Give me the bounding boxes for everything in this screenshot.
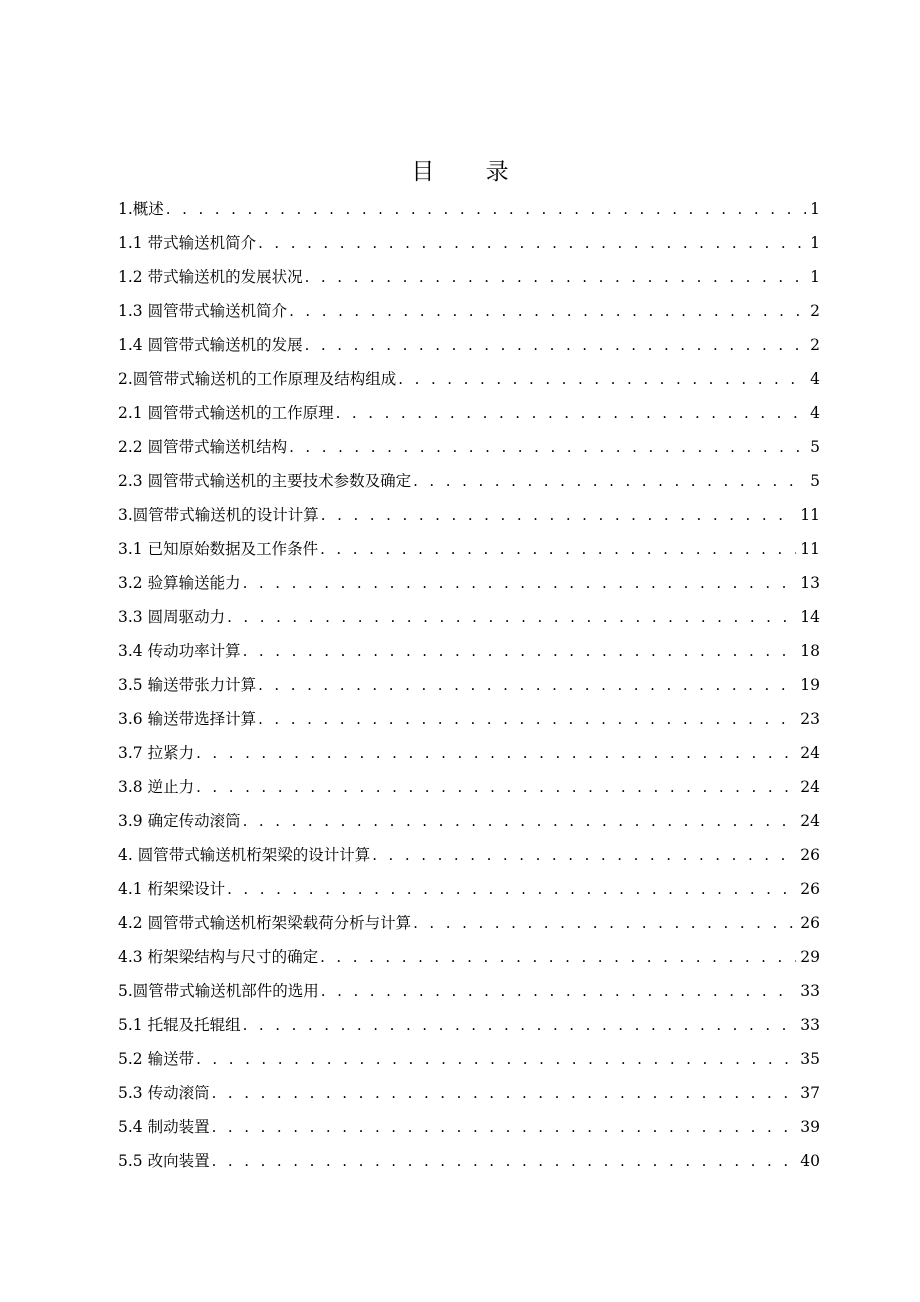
toc-entry-label: 2.圆管带式输送机的工作原理及结构组成 — [118, 370, 397, 388]
toc-entry[interactable] — [118, 226, 820, 260]
toc-entry-label: 4. 圆管带式输送机桁架梁的设计计算 — [118, 846, 371, 864]
toc-page-number: 5 — [810, 472, 820, 490]
toc-dot-leader — [243, 566, 797, 600]
toc-entry-label: 3.9 确定传动滚筒 — [118, 812, 241, 830]
toc-entry[interactable] — [118, 702, 820, 736]
toc-entry[interactable] — [118, 940, 820, 974]
toc-entry-label: 5.圆管带式输送机部件的选用 — [118, 982, 319, 1000]
toc-page-number: 26 — [800, 880, 820, 898]
toc-entry[interactable] — [118, 260, 820, 294]
toc-entry[interactable] — [118, 566, 820, 600]
toc-entry-label: 2.1 圆管带式输送机的工作原理 — [118, 404, 334, 422]
toc-page-number: 18 — [800, 642, 820, 660]
toc-entry-label: 5.5 改向装置 — [118, 1152, 210, 1170]
toc-entry[interactable] — [118, 1110, 820, 1144]
toc-page-number: 14 — [800, 608, 820, 626]
toc-page-number: 13 — [800, 574, 820, 592]
toc-dot-leader — [243, 634, 797, 668]
toc-entry-label: 3.1 已知原始数据及工作条件 — [118, 540, 319, 558]
toc-entry[interactable] — [118, 736, 820, 770]
toc-page-number: 33 — [800, 982, 820, 1000]
toc-page-number: 19 — [800, 676, 820, 694]
toc-page-number: 5 — [810, 438, 820, 456]
toc-entry-label: 1.概述 — [118, 200, 164, 218]
toc-dot-leader — [212, 1076, 797, 1110]
toc-entry[interactable] — [118, 498, 820, 532]
toc-page-number: 29 — [800, 948, 820, 966]
toc-dot-leader — [321, 498, 796, 532]
toc-entry[interactable] — [118, 770, 820, 804]
toc-entry[interactable] — [118, 328, 820, 362]
toc-dot-leader — [212, 1110, 797, 1144]
toc-dot-leader — [289, 294, 806, 328]
toc-page-number: 11 — [800, 540, 820, 558]
toc-entry-label: 3.6 输送带选择计算 — [118, 710, 257, 728]
toc-dot-leader — [336, 396, 807, 430]
toc-entry-label: 1.4 圆管带式输送机的发展 — [118, 336, 303, 354]
toc-entry[interactable] — [118, 294, 820, 328]
table-of-contents — [118, 192, 820, 1178]
toc-entry[interactable] — [118, 464, 820, 498]
toc-page-number: 1 — [810, 268, 820, 286]
toc-entry[interactable] — [118, 192, 820, 226]
toc-entry-label: 1.2 带式输送机的发展状况 — [118, 268, 303, 286]
toc-dot-leader — [258, 226, 806, 260]
page-title: 目 录 — [411, 159, 531, 185]
toc-entry-label: 4.1 桁架梁设计 — [118, 880, 226, 898]
toc-dot-leader — [321, 974, 796, 1008]
toc-page-number: 2 — [810, 336, 820, 354]
toc-dot-leader — [413, 464, 806, 498]
toc-entry-label: 3.7 拉紧力 — [118, 744, 195, 762]
toc-dot-leader — [305, 328, 807, 362]
toc-dot-leader — [243, 804, 797, 838]
toc-entry[interactable] — [118, 600, 820, 634]
toc-entry-label: 3.圆管带式输送机的设计计算 — [118, 506, 319, 524]
toc-dot-leader — [372, 838, 796, 872]
toc-entry-label: 5.4 制动装置 — [118, 1118, 210, 1136]
toc-dot-leader — [212, 1144, 797, 1178]
toc-dot-leader — [196, 736, 796, 770]
toc-page-number: 39 — [800, 1118, 820, 1136]
toc-page-number: 24 — [800, 744, 820, 762]
toc-entry[interactable] — [118, 1042, 820, 1076]
toc-entry[interactable] — [118, 1076, 820, 1110]
toc-page-number: 1 — [810, 234, 820, 252]
toc-entry-label: 3.4 传动功率计算 — [118, 642, 241, 660]
toc-dot-leader — [196, 770, 796, 804]
toc-dot-leader — [258, 668, 796, 702]
toc-entry-label: 5.2 输送带 — [118, 1050, 195, 1068]
toc-page-number: 2 — [810, 302, 820, 320]
toc-dot-leader — [398, 362, 806, 396]
toc-entry-label: 4.3 桁架梁结构与尺寸的确定 — [118, 948, 319, 966]
toc-entry-label: 5.1 托辊及托辊组 — [118, 1016, 241, 1034]
toc-entry-label: 1.1 带式输送机简介 — [118, 234, 257, 252]
toc-dot-leader — [258, 702, 796, 736]
toc-entry[interactable] — [118, 362, 820, 396]
toc-entry[interactable] — [118, 872, 820, 906]
toc-page-number: 24 — [800, 778, 820, 796]
toc-entry-label: 4.2 圆管带式输送机桁架梁载荷分析与计算 — [118, 914, 412, 932]
toc-entry[interactable] — [118, 838, 820, 872]
toc-dot-leader — [227, 872, 796, 906]
toc-entry-label: 2.3 圆管带式输送机的主要技术参数及确定 — [118, 472, 412, 490]
toc-entry[interactable] — [118, 532, 820, 566]
toc-page-number: 37 — [800, 1084, 820, 1102]
toc-entry[interactable] — [118, 1008, 820, 1042]
toc-page-number: 4 — [810, 404, 820, 422]
toc-page-number: 33 — [800, 1016, 820, 1034]
toc-dot-leader — [289, 430, 806, 464]
toc-entry-label: 3.3 圆周驱动力 — [118, 608, 226, 626]
toc-page-number: 26 — [800, 914, 820, 932]
toc-page-number: 35 — [800, 1050, 820, 1068]
toc-entry[interactable] — [118, 804, 820, 838]
toc-page-number: 24 — [800, 812, 820, 830]
toc-entry[interactable] — [118, 634, 820, 668]
toc-page-number: 11 — [800, 506, 820, 524]
toc-entry[interactable] — [118, 1144, 820, 1178]
toc-dot-leader — [305, 260, 807, 294]
toc-entry-label: 1.3 圆管带式输送机简介 — [118, 302, 288, 320]
toc-dot-leader — [320, 532, 796, 566]
toc-entry-label: 3.5 输送带张力计算 — [118, 676, 257, 694]
toc-entry[interactable] — [118, 430, 820, 464]
toc-entry-label: 2.2 圆管带式输送机结构 — [118, 438, 288, 456]
toc-entry-label: 3.2 验算输送能力 — [118, 574, 241, 592]
toc-page-number: 1 — [810, 200, 820, 218]
toc-entry[interactable] — [118, 396, 820, 430]
toc-page-number: 40 — [800, 1152, 820, 1170]
toc-dot-leader — [166, 192, 806, 226]
toc-page-number: 23 — [800, 710, 820, 728]
toc-dot-leader — [320, 940, 796, 974]
toc-page-number: 4 — [810, 370, 820, 388]
toc-dot-leader — [413, 906, 796, 940]
toc-entry-label: 5.3 传动滚筒 — [118, 1084, 210, 1102]
toc-entry[interactable] — [118, 906, 820, 940]
toc-entry[interactable] — [118, 974, 820, 1008]
toc-dot-leader — [243, 1008, 797, 1042]
toc-page-number: 26 — [800, 846, 820, 864]
toc-dot-leader — [227, 600, 796, 634]
toc-dot-leader — [196, 1042, 796, 1076]
toc-entry[interactable] — [118, 668, 820, 702]
toc-entry-label: 3.8 逆止力 — [118, 778, 195, 796]
